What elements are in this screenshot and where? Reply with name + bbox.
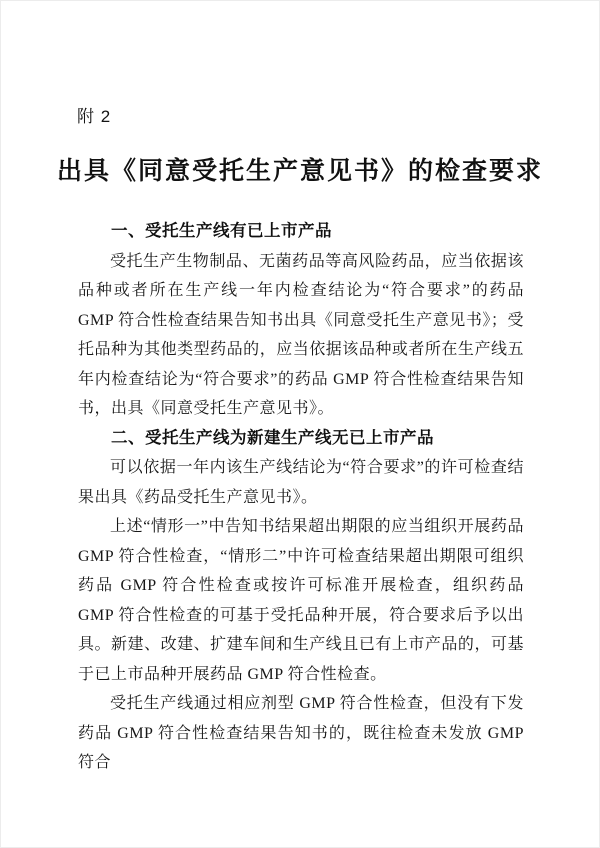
section-2-paragraph-3: 受托生产线通过相应剂型 GMP 符合性检查，但没有下发药品 GMP 符合性检查结果告知书的，既往检查未发放 GMP 符合 xyxy=(78,695,524,771)
attachment-label: 附 2 xyxy=(77,107,112,126)
section-2-paragraph-2: 上述“情形一”中告知书结果超出期限的应当组织开展药品 GMP 符合性检查，“情形二”中许可检查结果超出期限可组织药品 GMP 符合性检查或按许可标准开展检查，组织药品 GMP 符合性检查的可基于受托品种开展，符合要求后予以出具。新建、改建、扩建车间和生产线且已有上市产品的，可基于已上市品种开展药品 GMP 符合性检查。 xyxy=(78,518,524,683)
document-title: 出具《同意受托生产意见书》的检查要求 xyxy=(56,158,543,185)
section-2-paragraph-1: 可以依据一年内该生产线结论为“符合要求”的许可检查结果出具《药品受托生产意见书》。 xyxy=(78,459,524,506)
section-2-heading: 二、受托生产线为新建生产线无已上市产品 xyxy=(111,428,434,447)
document-body xyxy=(78,217,524,778)
section-1-heading: 一、受托生产线有已上市产品 xyxy=(111,222,332,240)
section-1-paragraph-1: 受托生产生物制品、无菌药品等高风险药品，应当依据该品种或者所在生产线一年内检查结论为“符合要求”的药品 GMP 符合性检查结果告知书出具《同意受托生产意见书》；受托品种为其他类型药品的，应当依据该品种或者所在生产线五年内检查结论为“符合要求”的药品 GMP 符合性检查结果告知书，出具《同意受托生产意见书》。 xyxy=(78,252,524,417)
